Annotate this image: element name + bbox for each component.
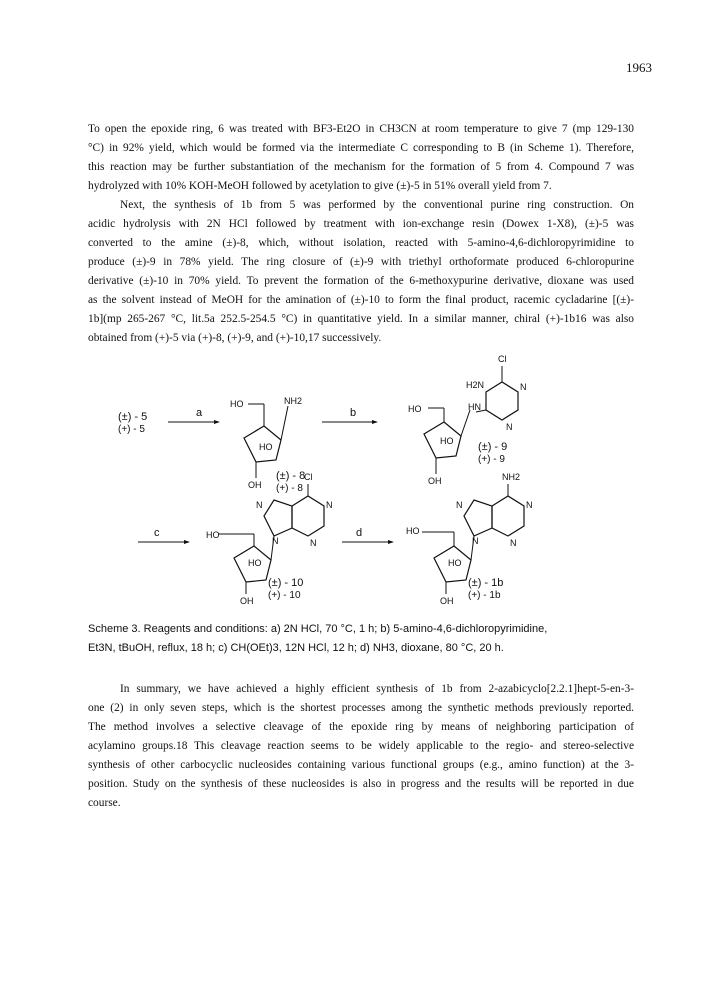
atom-ho: HO — [406, 526, 420, 536]
arrow-d-head — [388, 540, 394, 544]
atom-n: N — [520, 382, 527, 392]
scheme-drawing — [88, 340, 634, 610]
text-line: Next, the synthesis of 1b from 5 was performed by the conventional purine ring construction. On — [120, 199, 634, 211]
start-label-chiral: (+) - 5 — [118, 424, 145, 435]
compound-9-label-racemic: (±) - 9 — [478, 441, 508, 453]
atom-n: N — [456, 500, 463, 510]
compound-8-label-chiral: (+) - 8 — [276, 483, 303, 494]
text-line: °C) in 92% yield, which would be formed via the intermediate C corresponding to B (in Scheme 1). Therefore, — [88, 142, 634, 154]
caption-line: Scheme 3. Reagents and conditions: a) 2N HCl, 70 °C, 1 h; b) 5-amino-4,6-dichloropyrimidine, — [88, 623, 548, 635]
compound-1b-label-racemic: (±) - 1b — [468, 577, 504, 589]
caption-line: Et3N, tBuOH, reflux, 18 h; c) CH(OEt)3, 12N HCl, 12 h; d) NH3, dioxane, 80 °C, 20 h. — [88, 642, 504, 654]
text-line: To open the epoxide ring, 6 was treated with BF3-Et2O in CH3CN at room temperature to give 7 (mp 129-130 — [88, 123, 634, 135]
compound-10-label-racemic: (±) - 10 — [268, 577, 304, 589]
compound-1b-label-chiral: (+) - 1b — [468, 590, 501, 601]
atom-ho: HO — [440, 436, 454, 446]
text-line: In summary, we have achieved a highly efficient synthesis of 1b from 2-azabicyclo[2.2.1]hept-5-en-3- — [120, 683, 634, 695]
atom-n: N — [526, 500, 533, 510]
atom-n: N — [272, 536, 279, 546]
atom-n: N — [510, 538, 517, 548]
text-line: converted to the amine (±)-8, which, without isolation, reacted with 5-amino-4,6-dichloropyrimidine to — [88, 237, 634, 249]
start-label-racemic: (±) - 5 — [118, 411, 148, 423]
compound-10-label-chiral: (+) - 10 — [268, 590, 301, 601]
scheme-caption — [88, 620, 634, 658]
reaction-scheme — [88, 340, 634, 610]
arrow-d-label: d — [356, 527, 363, 539]
atom-cl: Cl — [498, 354, 507, 364]
atom-ho: HO — [206, 530, 220, 540]
atom-ho: HO — [448, 558, 462, 568]
atom-ho: HO — [259, 442, 273, 452]
atom-n: N — [326, 500, 333, 510]
atom-cl: Cl — [304, 472, 313, 482]
paragraph-purine-synthesis — [88, 196, 634, 348]
paragraph-epoxide-opening — [88, 120, 634, 196]
atom-hn: HN — [468, 402, 481, 412]
text-line: course. — [88, 797, 121, 809]
atom-n: N — [310, 538, 317, 548]
paragraph-summary — [88, 680, 634, 813]
text-line: position. Study on the synthesis of these nucleosides is also in progress and the results will be reported in due — [88, 778, 634, 790]
compound-9-structure — [408, 354, 527, 486]
atom-nh2: NH2 — [284, 396, 303, 406]
atom-nh2: NH2 — [502, 472, 521, 482]
arrow-b-label: b — [350, 407, 357, 419]
page-number: 1963 — [626, 60, 652, 75]
text-line: The method involves a selective cleavage of the epoxide ring by means of neighboring participation of — [88, 721, 634, 733]
text-line: obtained from (+)-5 via (+)-8, (+)-9, and (+)-10,17 successively. — [88, 332, 382, 344]
atom-n: N — [472, 536, 479, 546]
text-line: derivative (±)-10 in 70% yield. To prevent the formation of the 6-methoxypurine derivative, dioxane was used — [88, 275, 634, 287]
atom-ho: HO — [408, 404, 422, 414]
atom-oh: OH — [240, 596, 254, 606]
text-line: this reaction may be further substantiation of the mechanism for the formation of 5 from 4. Compound 7 was — [88, 161, 634, 173]
atom-oh: OH — [248, 480, 262, 490]
text-line: synthesis of other carbocyclic nucleosides containing various functional groups (e.g., amino function) at the 3- — [88, 759, 634, 771]
atom-ho: HO — [248, 558, 262, 568]
text-line: as the solvent instead of MeOH for the amination of (±)-10 to form the final product, racemic cycladarine [(±)- — [88, 294, 634, 306]
compound-8-label-racemic: (±) - 8 — [276, 470, 306, 482]
atom-oh: OH — [440, 596, 454, 606]
arrow-b-head — [372, 420, 378, 424]
arrow-c-label: c — [154, 527, 160, 539]
text-line: 1b](mp 265-267 °C, lit.5a 252.5-254.5 °C) in quantitative yield. In a similar manner, chiral (+)-1b16 was also — [88, 313, 634, 325]
atom-n: N — [256, 500, 263, 510]
arrow-c-head — [184, 540, 190, 544]
atom-ho: HO — [230, 399, 244, 409]
text-line: hydrolyzed with 10% KOH-MeOH followed by acetylation to give (±)-5 in 51% overall yield from 7. — [88, 180, 552, 192]
atom-n: N — [506, 422, 513, 432]
text-line: acylamino groups.18 This cleavage reaction seems to be widely applicable to the regio- and stereo-selective — [88, 740, 634, 752]
text-line: produce (±)-9 in 78% yield. The ring closure of (±)-9 with triethyl orthoformate produced 6-chloropurine — [88, 256, 634, 268]
arrow-a-label: a — [196, 407, 203, 419]
atom-h2n: H2N — [466, 380, 485, 390]
atom-oh: OH — [428, 476, 442, 486]
text-line: one (2) in only seven steps, which is the shortest processes among the synthetic methods previously reported. — [88, 702, 634, 714]
compound-9-label-chiral: (+) - 9 — [478, 454, 505, 465]
text-line: acidic hydrolysis with 2N HCl followed by treatment with ion-exchange resin (Dowex 1-X8), (±)-5 was — [88, 218, 634, 230]
arrow-a-head — [214, 420, 220, 424]
